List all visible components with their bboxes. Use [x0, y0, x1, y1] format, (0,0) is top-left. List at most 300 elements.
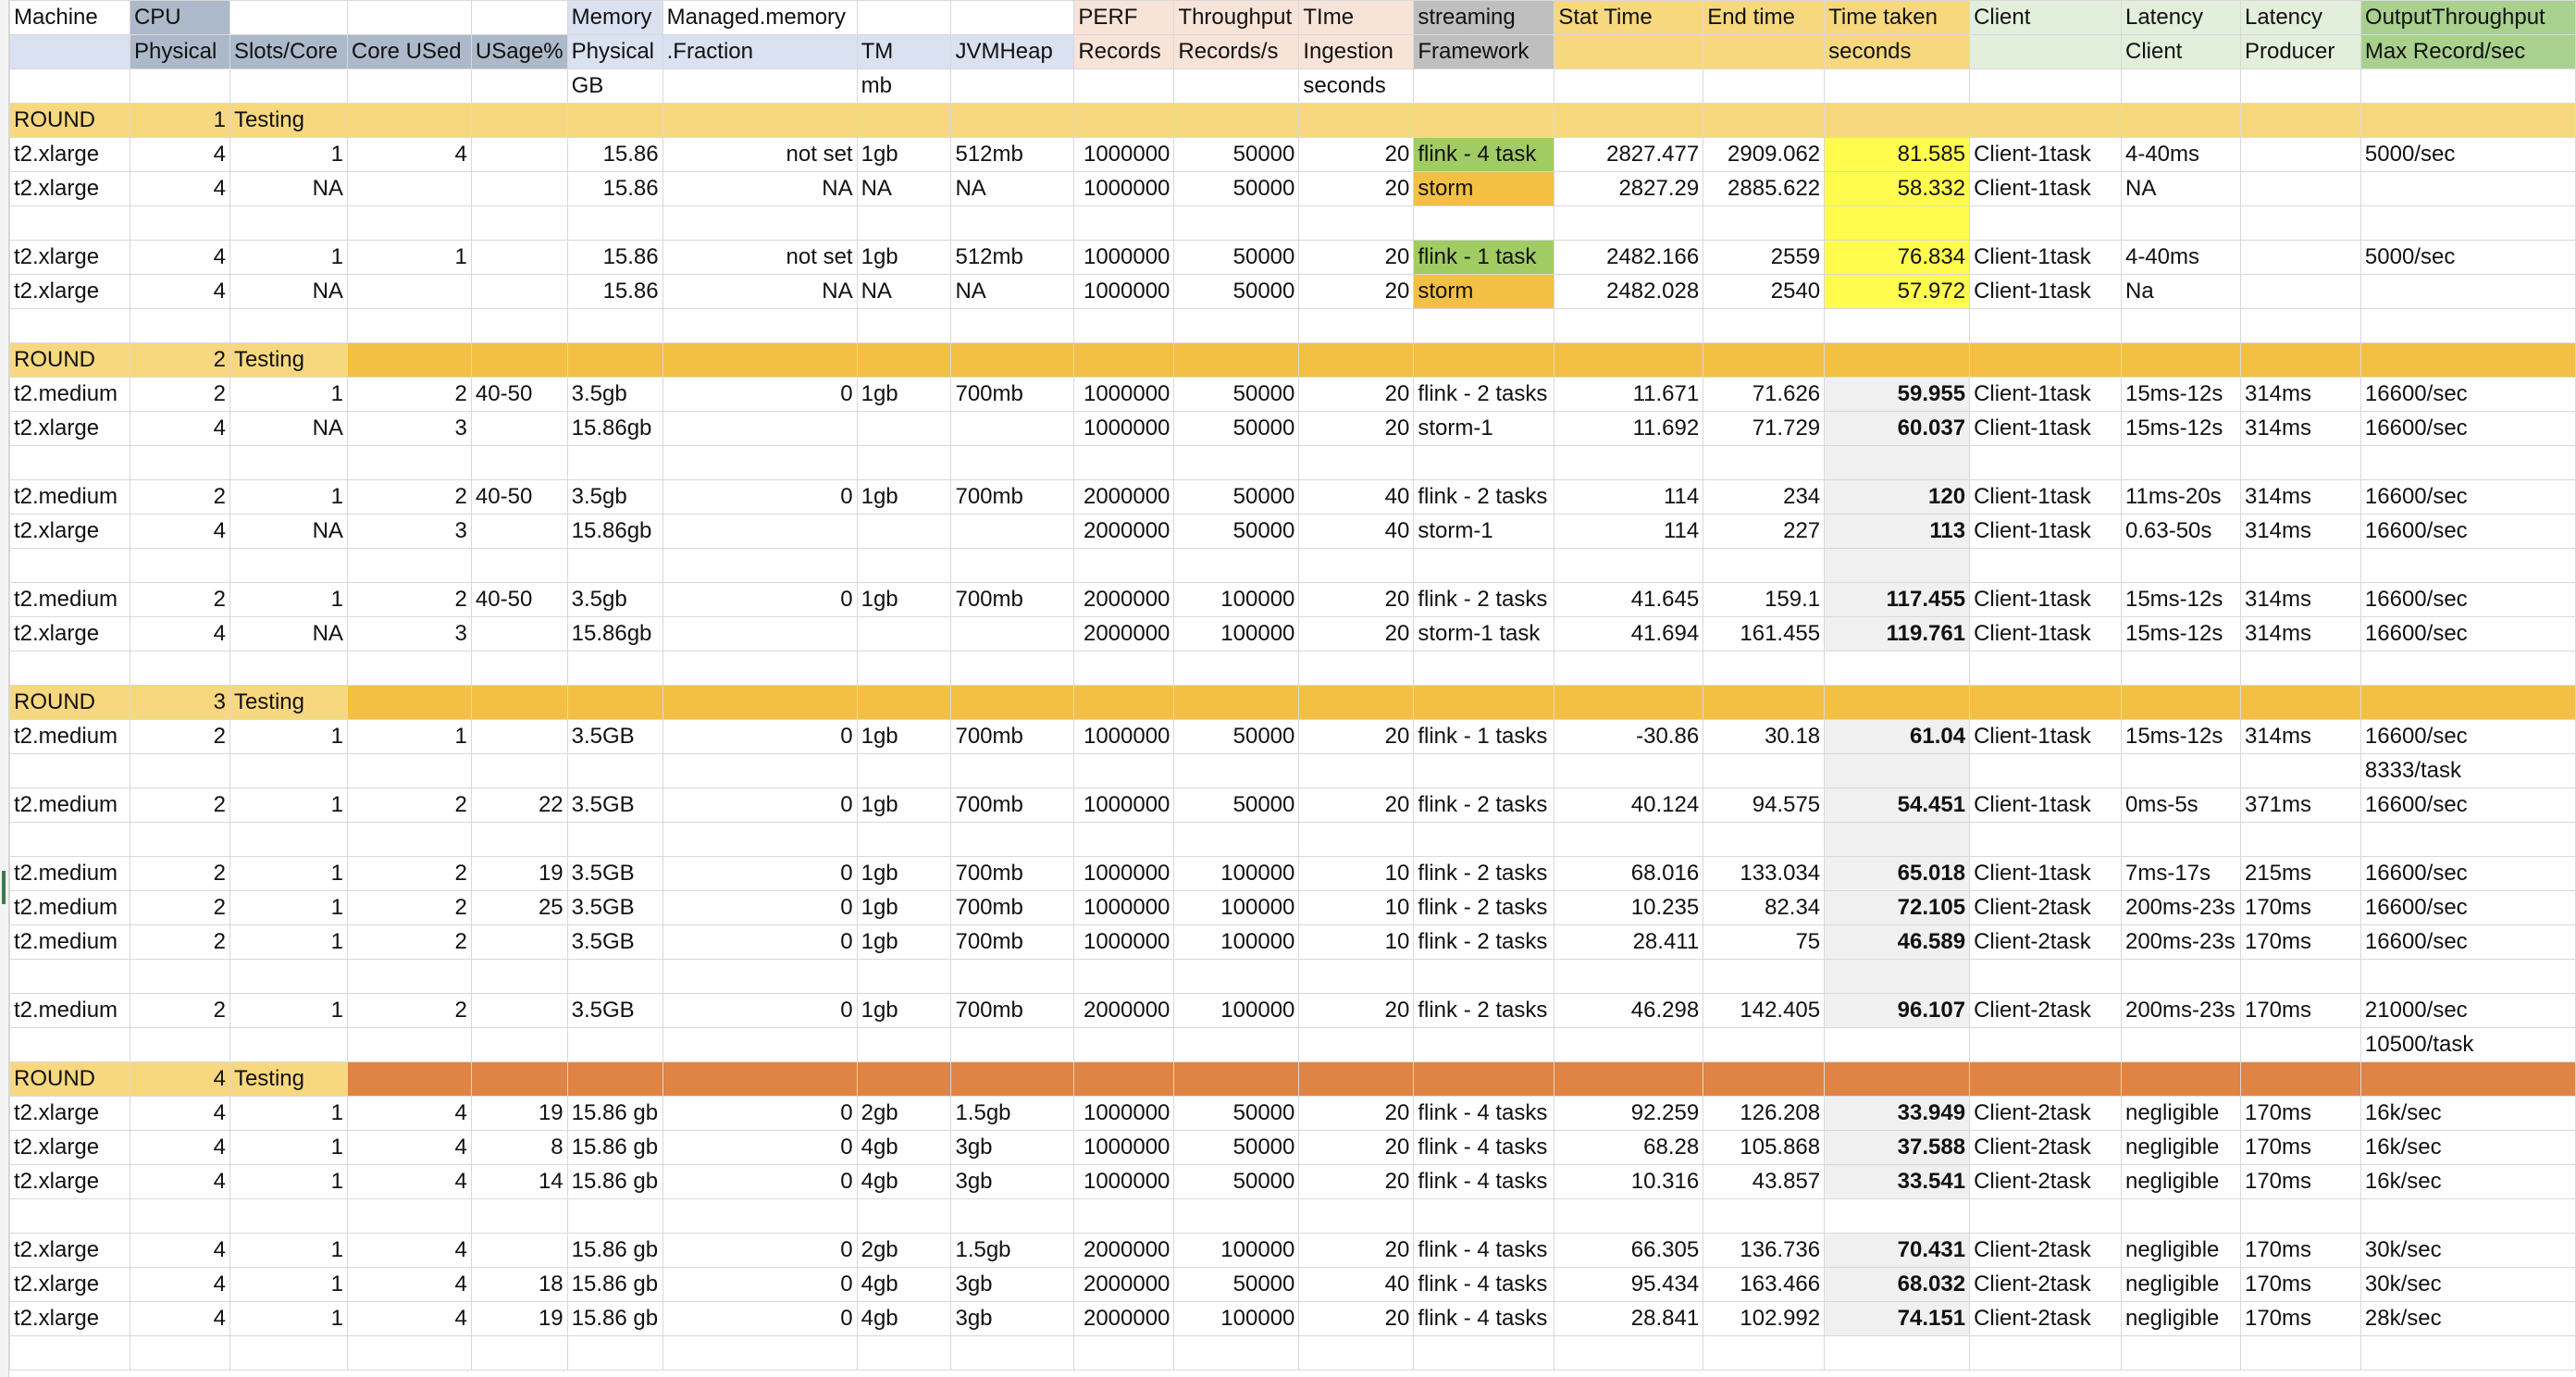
- cell-time-ingestion[interactable]: 20: [1299, 1097, 1414, 1131]
- cell-latency-producer[interactable]: 314ms: [2240, 480, 2360, 515]
- cell-streaming-framework[interactable]: flink - 4 tasks: [1414, 1302, 1554, 1336]
- cell-usage-percent[interactable]: 25: [471, 891, 567, 925]
- cell-usage-percent[interactable]: [471, 412, 567, 446]
- cell-tm[interactable]: 1gb: [857, 857, 951, 891]
- round-bar-cell[interactable]: [2240, 104, 2360, 138]
- cell-slots-per-core[interactable]: 1: [229, 857, 347, 891]
- cell-streaming-framework[interactable]: flink - 2 tasks: [1414, 925, 1554, 960]
- empty-cell[interactable]: [1074, 651, 1174, 686]
- cell-machine[interactable]: t2.xlarge: [10, 1302, 130, 1336]
- cell-end-time[interactable]: 105.868: [1703, 1131, 1825, 1165]
- cell-latency-client[interactable]: 0ms-5s: [2121, 788, 2240, 823]
- cell-managed-memory-fraction[interactable]: 0: [663, 925, 857, 960]
- round-bar-cell[interactable]: [2240, 686, 2360, 720]
- cell-time-ingestion[interactable]: 10: [1299, 925, 1414, 960]
- empty-cell[interactable]: [951, 960, 1074, 994]
- round-bar-cell[interactable]: [2360, 686, 2575, 720]
- cell-perf-records[interactable]: 1000000: [1074, 138, 1174, 172]
- round-testing-label[interactable]: Testing: [229, 343, 347, 378]
- cell-perf-records[interactable]: 1000000: [1074, 378, 1174, 412]
- cell-jvm-heap[interactable]: 700mb: [951, 925, 1074, 960]
- cell-streaming-framework[interactable]: flink - 1 task: [1414, 241, 1554, 275]
- cell-latency-producer[interactable]: 170ms: [2240, 1302, 2360, 1336]
- empty-cell[interactable]: [663, 446, 857, 480]
- header-slots-per-core[interactable]: Slots/Core: [229, 35, 347, 69]
- cell-time-taken[interactable]: 74.151: [1825, 1302, 1970, 1336]
- cell-managed-memory-fraction[interactable]: NA: [663, 275, 857, 309]
- cell-slots-per-core[interactable]: NA: [229, 275, 347, 309]
- round-bar-cell[interactable]: [663, 343, 857, 378]
- cell-cpu-physical[interactable]: 4: [130, 138, 229, 172]
- header-tm[interactable]: TM: [857, 35, 951, 69]
- cell-core-used[interactable]: 2: [347, 925, 471, 960]
- cell-throughput-records[interactable]: 50000: [1174, 1268, 1299, 1302]
- header-slots-per-core[interactable]: [229, 69, 347, 104]
- cell-throughput-records[interactable]: 50000: [1174, 1097, 1299, 1131]
- cell-client[interactable]: Client-1task: [1970, 857, 2122, 891]
- round-bar-cell[interactable]: [951, 1062, 1074, 1097]
- cell-cpu-physical[interactable]: 4: [130, 1234, 229, 1268]
- cell-output-throughput[interactable]: 16k/sec: [2360, 1131, 2575, 1165]
- cell-client[interactable]: Client-1task: [1970, 515, 2122, 549]
- cell-machine[interactable]: t2.medium: [10, 583, 130, 617]
- empty-cell[interactable]: [10, 651, 130, 686]
- cell-memory-physical[interactable]: 15.86: [567, 172, 663, 206]
- empty-cell[interactable]: [347, 549, 471, 583]
- header-perf-records[interactable]: PERF: [1074, 1, 1174, 35]
- cell-jvm-heap[interactable]: 1.5gb: [951, 1234, 1074, 1268]
- cell-perf-records[interactable]: 2000000: [1074, 994, 1174, 1028]
- cell-time-ingestion[interactable]: 10: [1299, 891, 1414, 925]
- round-bar-cell[interactable]: [567, 686, 663, 720]
- cell-time-ingestion[interactable]: 20: [1299, 788, 1414, 823]
- empty-cell[interactable]: [1414, 823, 1554, 857]
- empty-cell[interactable]: [567, 651, 663, 686]
- cell-streaming-framework[interactable]: flink - 2 tasks: [1414, 857, 1554, 891]
- cell-start-time[interactable]: 11.692: [1554, 412, 1703, 446]
- round-bar-cell[interactable]: [2121, 104, 2240, 138]
- round-bar-cell[interactable]: [471, 686, 567, 720]
- cell-latency-producer[interactable]: 170ms: [2240, 1165, 2360, 1199]
- empty-cell[interactable]: [1554, 1336, 1703, 1371]
- header-time-ingestion[interactable]: Ingestion: [1299, 35, 1414, 69]
- cell-perf-records[interactable]: 2000000: [1074, 617, 1174, 651]
- empty-cell[interactable]: [951, 651, 1074, 686]
- round-bar-cell[interactable]: [471, 343, 567, 378]
- cell-jvm-heap[interactable]: NA: [951, 275, 1074, 309]
- empty-cell[interactable]: [471, 960, 567, 994]
- round-bar-cell[interactable]: [857, 104, 951, 138]
- cell-client[interactable]: Client-2task: [1970, 1097, 2122, 1131]
- cell-perf-records[interactable]: 1000000: [1074, 857, 1174, 891]
- cell-jvm-heap[interactable]: NA: [951, 172, 1074, 206]
- empty-cell[interactable]: [229, 549, 347, 583]
- cell-memory-physical[interactable]: 15.86gb: [567, 617, 663, 651]
- cell-jvm-heap[interactable]: 700mb: [951, 891, 1074, 925]
- cell-latency-client[interactable]: negligible: [2121, 1131, 2240, 1165]
- round-label[interactable]: ROUND: [10, 1062, 130, 1097]
- cell-machine[interactable]: t2.xlarge: [10, 617, 130, 651]
- empty-cell[interactable]: [567, 446, 663, 480]
- cell-latency-producer[interactable]: 314ms: [2240, 515, 2360, 549]
- cell-usage-percent[interactable]: 19: [471, 1302, 567, 1336]
- empty-cell[interactable]: [2360, 823, 2575, 857]
- header-core-used[interactable]: [347, 1, 471, 35]
- cell-client[interactable]: Client-2task: [1970, 994, 2122, 1028]
- cell-latency-client[interactable]: negligible: [2121, 1302, 2240, 1336]
- cell-slots-per-core[interactable]: 1: [229, 378, 347, 412]
- cell-output-throughput[interactable]: 16600/sec: [2360, 788, 2575, 823]
- cell-time-ingestion[interactable]: 20: [1299, 138, 1414, 172]
- cell-cpu-physical[interactable]: 4: [130, 617, 229, 651]
- cell-core-used[interactable]: 2: [347, 994, 471, 1028]
- cell-managed-memory-fraction[interactable]: 0: [663, 1097, 857, 1131]
- cell-end-time[interactable]: 71.626: [1703, 378, 1825, 412]
- header-usage-percent[interactable]: [471, 69, 567, 104]
- cell-managed-memory-fraction[interactable]: not set: [663, 138, 857, 172]
- round-number[interactable]: 1: [130, 104, 229, 138]
- cell-managed-memory-fraction[interactable]: 0: [663, 1268, 857, 1302]
- cell-memory-physical[interactable]: 15.86: [567, 241, 663, 275]
- cell-end-time[interactable]: 2540: [1703, 275, 1825, 309]
- empty-cell[interactable]: [229, 1199, 347, 1234]
- round-bar-cell[interactable]: [1825, 1062, 1970, 1097]
- empty-cell[interactable]: [857, 549, 951, 583]
- cell-tm[interactable]: 4gb: [857, 1302, 951, 1336]
- cell-start-time[interactable]: 114: [1554, 480, 1703, 515]
- cell-latency-producer[interactable]: 314ms: [2240, 617, 2360, 651]
- empty-cell[interactable]: [347, 446, 471, 480]
- empty-cell[interactable]: [2240, 446, 2360, 480]
- cell-cpu-physical[interactable]: 4: [130, 1302, 229, 1336]
- cell-throughput-records[interactable]: 100000: [1174, 1302, 1299, 1336]
- cell-core-used[interactable]: 4: [347, 1302, 471, 1336]
- empty-cell[interactable]: [229, 651, 347, 686]
- empty-cell[interactable]: [229, 206, 347, 241]
- header-jvm-heap[interactable]: JVMHeap: [951, 35, 1074, 69]
- cell-latency-producer[interactable]: 314ms: [2240, 412, 2360, 446]
- cell-start-time[interactable]: 11.671: [1554, 378, 1703, 412]
- round-bar-cell[interactable]: [1554, 686, 1703, 720]
- cell-memory-physical[interactable]: [567, 1028, 663, 1062]
- cell-jvm-heap[interactable]: 3gb: [951, 1165, 1074, 1199]
- empty-cell[interactable]: [2121, 651, 2240, 686]
- cell-slots-per-core[interactable]: 1: [229, 1131, 347, 1165]
- cell-tm[interactable]: 1gb: [857, 788, 951, 823]
- cell-tm[interactable]: 4gb: [857, 1165, 951, 1199]
- round-number[interactable]: 2: [130, 343, 229, 378]
- cell-jvm-heap[interactable]: 3gb: [951, 1302, 1074, 1336]
- empty-cell[interactable]: [1825, 823, 1970, 857]
- cell-memory-physical[interactable]: 3.5GB: [567, 720, 663, 754]
- cell-output-throughput[interactable]: 30k/sec: [2360, 1268, 2575, 1302]
- empty-cell[interactable]: [663, 1336, 857, 1371]
- header-managed-memory-fraction[interactable]: Managed.memory: [663, 1, 857, 35]
- cell-jvm-heap[interactable]: [951, 515, 1074, 549]
- round-bar-cell[interactable]: [1825, 104, 1970, 138]
- cell-jvm-heap[interactable]: 3gb: [951, 1268, 1074, 1302]
- empty-cell[interactable]: [663, 309, 857, 343]
- cell-tm[interactable]: NA: [857, 172, 951, 206]
- round-bar-cell[interactable]: [567, 1062, 663, 1097]
- empty-cell[interactable]: [471, 549, 567, 583]
- empty-cell[interactable]: [2121, 960, 2240, 994]
- round-label[interactable]: ROUND: [10, 686, 130, 720]
- cell-streaming-framework[interactable]: flink - 2 tasks: [1414, 583, 1554, 617]
- cell-machine[interactable]: t2.xlarge: [10, 1131, 130, 1165]
- cell-client[interactable]: Client-2task: [1970, 1131, 2122, 1165]
- cell-usage-percent[interactable]: [471, 138, 567, 172]
- empty-cell[interactable]: [567, 1336, 663, 1371]
- cell-time-taken[interactable]: 65.018: [1825, 857, 1970, 891]
- cell-end-time[interactable]: 2909.062: [1703, 138, 1825, 172]
- header-usage-percent[interactable]: [471, 1, 567, 35]
- cell-jvm-heap[interactable]: [951, 617, 1074, 651]
- cell-slots-per-core[interactable]: 1: [229, 583, 347, 617]
- cell-latency-producer[interactable]: 170ms: [2240, 1131, 2360, 1165]
- cell-slots-per-core[interactable]: NA: [229, 617, 347, 651]
- empty-cell[interactable]: [663, 206, 857, 241]
- empty-cell[interactable]: [1414, 1199, 1554, 1234]
- cell-latency-producer[interactable]: 314ms: [2240, 378, 2360, 412]
- cell-core-used[interactable]: 2: [347, 480, 471, 515]
- cell-start-time[interactable]: 2482.166: [1554, 241, 1703, 275]
- cell-time-ingestion[interactable]: 10: [1299, 857, 1414, 891]
- cell-end-time[interactable]: 161.455: [1703, 617, 1825, 651]
- empty-cell[interactable]: [2360, 1199, 2575, 1234]
- cell-latency-producer[interactable]: 170ms: [2240, 1234, 2360, 1268]
- cell-time-taken[interactable]: 70.431: [1825, 1234, 1970, 1268]
- cell-throughput-records[interactable]: 50000: [1174, 275, 1299, 309]
- cell-cpu-physical[interactable]: 2: [130, 891, 229, 925]
- cell-jvm-heap[interactable]: [951, 412, 1074, 446]
- cell-end-time[interactable]: 30.18: [1703, 720, 1825, 754]
- cell-usage-percent[interactable]: 22: [471, 788, 567, 823]
- empty-cell[interactable]: [2240, 823, 2360, 857]
- empty-cell[interactable]: [1174, 309, 1299, 343]
- empty-cell[interactable]: [130, 1199, 229, 1234]
- cell-memory-physical[interactable]: 3.5gb: [567, 378, 663, 412]
- cell-client[interactable]: Client-1task: [1970, 583, 2122, 617]
- empty-cell[interactable]: [2121, 446, 2240, 480]
- cell-throughput-records[interactable]: 100000: [1174, 857, 1299, 891]
- empty-cell[interactable]: [951, 823, 1074, 857]
- cell-client[interactable]: Client-2task: [1970, 1302, 2122, 1336]
- empty-cell[interactable]: [1174, 823, 1299, 857]
- empty-cell[interactable]: [951, 1336, 1074, 1371]
- cell-start-time[interactable]: 10.235: [1554, 891, 1703, 925]
- cell-usage-percent[interactable]: [471, 1028, 567, 1062]
- header-streaming-framework[interactable]: Framework: [1414, 35, 1554, 69]
- cell-throughput-records[interactable]: 50000: [1174, 1165, 1299, 1199]
- empty-cell[interactable]: [2240, 549, 2360, 583]
- cell-perf-records[interactable]: 2000000: [1074, 1234, 1174, 1268]
- round-bar-cell[interactable]: [1174, 104, 1299, 138]
- cell-usage-percent[interactable]: [471, 275, 567, 309]
- cell-latency-producer[interactable]: 314ms: [2240, 583, 2360, 617]
- header-throughput-records[interactable]: Records/s: [1174, 35, 1299, 69]
- cell-start-time[interactable]: 68.28: [1554, 1131, 1703, 1165]
- empty-cell[interactable]: [2240, 960, 2360, 994]
- cell-end-time[interactable]: 234: [1703, 480, 1825, 515]
- cell-managed-memory-fraction[interactable]: [663, 754, 857, 788]
- cell-latency-client[interactable]: negligible: [2121, 1234, 2240, 1268]
- cell-memory-physical[interactable]: 3.5GB: [567, 857, 663, 891]
- cell-end-time[interactable]: 82.34: [1703, 891, 1825, 925]
- empty-cell[interactable]: [1703, 651, 1825, 686]
- cell-client[interactable]: Client-1task: [1970, 172, 2122, 206]
- empty-cell[interactable]: [130, 446, 229, 480]
- round-bar-cell[interactable]: [2360, 104, 2575, 138]
- cell-start-time[interactable]: 41.694: [1554, 617, 1703, 651]
- cell-cpu-physical[interactable]: [130, 754, 229, 788]
- cell-output-throughput[interactable]: 28k/sec: [2360, 1302, 2575, 1336]
- cell-tm[interactable]: [857, 617, 951, 651]
- cell-end-time[interactable]: 227: [1703, 515, 1825, 549]
- cell-latency-producer[interactable]: [2240, 754, 2360, 788]
- header-cpu-physical[interactable]: CPU: [130, 1, 229, 35]
- header-client[interactable]: Client: [1970, 1, 2122, 35]
- cell-managed-memory-fraction[interactable]: not set: [663, 241, 857, 275]
- cell-usage-percent[interactable]: 40-50: [471, 378, 567, 412]
- cell-time-ingestion[interactable]: [1299, 1028, 1414, 1062]
- header-output-throughput[interactable]: Max Record/sec: [2360, 35, 2575, 69]
- cell-start-time[interactable]: 2827.29: [1554, 172, 1703, 206]
- cell-core-used[interactable]: [347, 172, 471, 206]
- cell-start-time[interactable]: 68.016: [1554, 857, 1703, 891]
- cell-latency-producer[interactable]: [2240, 1028, 2360, 1062]
- header-memory-physical[interactable]: Memory: [567, 1, 663, 35]
- round-bar-cell[interactable]: [1174, 343, 1299, 378]
- cell-memory-physical[interactable]: 15.86 gb: [567, 1268, 663, 1302]
- empty-cell[interactable]: [10, 309, 130, 343]
- header-client[interactable]: [1970, 35, 2122, 69]
- empty-cell[interactable]: [1554, 206, 1703, 241]
- cell-slots-per-core[interactable]: NA: [229, 515, 347, 549]
- cell-throughput-records[interactable]: 100000: [1174, 617, 1299, 651]
- header-machine[interactable]: [10, 69, 130, 104]
- cell-latency-client[interactable]: Na: [2121, 275, 2240, 309]
- cell-core-used[interactable]: 4: [347, 1097, 471, 1131]
- empty-cell[interactable]: [951, 446, 1074, 480]
- empty-cell[interactable]: [2240, 206, 2360, 241]
- round-bar-cell[interactable]: [347, 343, 471, 378]
- empty-cell[interactable]: [1970, 206, 2122, 241]
- cell-machine[interactable]: [10, 754, 130, 788]
- cell-time-taken[interactable]: 33.541: [1825, 1165, 1970, 1199]
- cell-start-time[interactable]: 10.316: [1554, 1165, 1703, 1199]
- cell-jvm-heap[interactable]: 512mb: [951, 138, 1074, 172]
- cell-memory-physical[interactable]: 15.86: [567, 138, 663, 172]
- round-bar-cell[interactable]: [1970, 686, 2122, 720]
- cell-client[interactable]: Client-2task: [1970, 1268, 2122, 1302]
- cell-slots-per-core[interactable]: 1: [229, 994, 347, 1028]
- header-latency-producer[interactable]: [2240, 69, 2360, 104]
- round-bar-cell[interactable]: [347, 104, 471, 138]
- cell-start-time[interactable]: 66.305: [1554, 1234, 1703, 1268]
- cell-perf-records[interactable]: 1000000: [1074, 1131, 1174, 1165]
- empty-cell[interactable]: [1825, 960, 1970, 994]
- cell-managed-memory-fraction[interactable]: [663, 515, 857, 549]
- empty-cell[interactable]: [857, 1336, 951, 1371]
- cell-client[interactable]: Client-2task: [1970, 1234, 2122, 1268]
- round-bar-cell[interactable]: [857, 686, 951, 720]
- cell-managed-memory-fraction[interactable]: [663, 617, 857, 651]
- cell-time-taken[interactable]: 58.332: [1825, 172, 1970, 206]
- header-core-used[interactable]: [347, 69, 471, 104]
- round-bar-cell[interactable]: [1703, 104, 1825, 138]
- cell-streaming-framework[interactable]: [1414, 1028, 1554, 1062]
- cell-managed-memory-fraction[interactable]: 0: [663, 378, 857, 412]
- empty-cell[interactable]: [130, 823, 229, 857]
- cell-time-ingestion[interactable]: 40: [1299, 1268, 1414, 1302]
- cell-usage-percent[interactable]: 18: [471, 1268, 567, 1302]
- empty-cell[interactable]: [2360, 1336, 2575, 1371]
- header-end-time[interactable]: End time: [1703, 1, 1825, 35]
- cell-start-time[interactable]: [1554, 754, 1703, 788]
- round-bar-cell[interactable]: [1299, 104, 1414, 138]
- empty-cell[interactable]: [567, 823, 663, 857]
- cell-streaming-framework[interactable]: flink - 4 tasks: [1414, 1097, 1554, 1131]
- cell-memory-physical[interactable]: 3.5gb: [567, 583, 663, 617]
- empty-cell[interactable]: [1174, 1199, 1299, 1234]
- cell-time-ingestion[interactable]: 20: [1299, 994, 1414, 1028]
- cell-time-ingestion[interactable]: 20: [1299, 617, 1414, 651]
- empty-cell[interactable]: [1174, 651, 1299, 686]
- empty-cell[interactable]: [1414, 960, 1554, 994]
- header-core-used[interactable]: Core USed: [347, 35, 471, 69]
- cell-cpu-physical[interactable]: 2: [130, 378, 229, 412]
- empty-cell[interactable]: [1174, 549, 1299, 583]
- cell-time-taken[interactable]: 76.834: [1825, 241, 1970, 275]
- cell-tm[interactable]: [857, 412, 951, 446]
- empty-cell[interactable]: [857, 446, 951, 480]
- empty-cell[interactable]: [347, 960, 471, 994]
- cell-memory-physical[interactable]: 15.86 gb: [567, 1302, 663, 1336]
- empty-cell[interactable]: [1074, 960, 1174, 994]
- cell-start-time[interactable]: [1554, 1028, 1703, 1062]
- cell-streaming-framework[interactable]: [1414, 754, 1554, 788]
- cell-core-used[interactable]: 1: [347, 720, 471, 754]
- cell-slots-per-core[interactable]: 1: [229, 1268, 347, 1302]
- round-bar-cell[interactable]: [951, 104, 1074, 138]
- round-bar-cell[interactable]: [1554, 1062, 1703, 1097]
- empty-cell[interactable]: [663, 823, 857, 857]
- header-end-time[interactable]: [1703, 35, 1825, 69]
- cell-streaming-framework[interactable]: storm-1: [1414, 412, 1554, 446]
- cell-streaming-framework[interactable]: flink - 4 task: [1414, 138, 1554, 172]
- header-cpu-physical[interactable]: Physical: [130, 35, 229, 69]
- cell-cpu-physical[interactable]: 4: [130, 412, 229, 446]
- cell-slots-per-core[interactable]: 1: [229, 480, 347, 515]
- cell-perf-records[interactable]: 1000000: [1074, 720, 1174, 754]
- empty-cell[interactable]: [1299, 309, 1414, 343]
- cell-output-throughput[interactable]: 16600/sec: [2360, 891, 2575, 925]
- empty-cell[interactable]: [1554, 823, 1703, 857]
- empty-cell[interactable]: [1414, 206, 1554, 241]
- cell-perf-records[interactable]: 1000000: [1074, 275, 1174, 309]
- cell-memory-physical[interactable]: 3.5GB: [567, 994, 663, 1028]
- cell-managed-memory-fraction[interactable]: 0: [663, 1131, 857, 1165]
- empty-cell[interactable]: [130, 1336, 229, 1371]
- cell-cpu-physical[interactable]: 2: [130, 857, 229, 891]
- cell-time-taken[interactable]: 33.949: [1825, 1097, 1970, 1131]
- round-bar-cell[interactable]: [471, 104, 567, 138]
- cell-time-ingestion[interactable]: 20: [1299, 583, 1414, 617]
- cell-time-taken[interactable]: 96.107: [1825, 994, 1970, 1028]
- cell-slots-per-core[interactable]: 1: [229, 1302, 347, 1336]
- empty-cell[interactable]: [2240, 1199, 2360, 1234]
